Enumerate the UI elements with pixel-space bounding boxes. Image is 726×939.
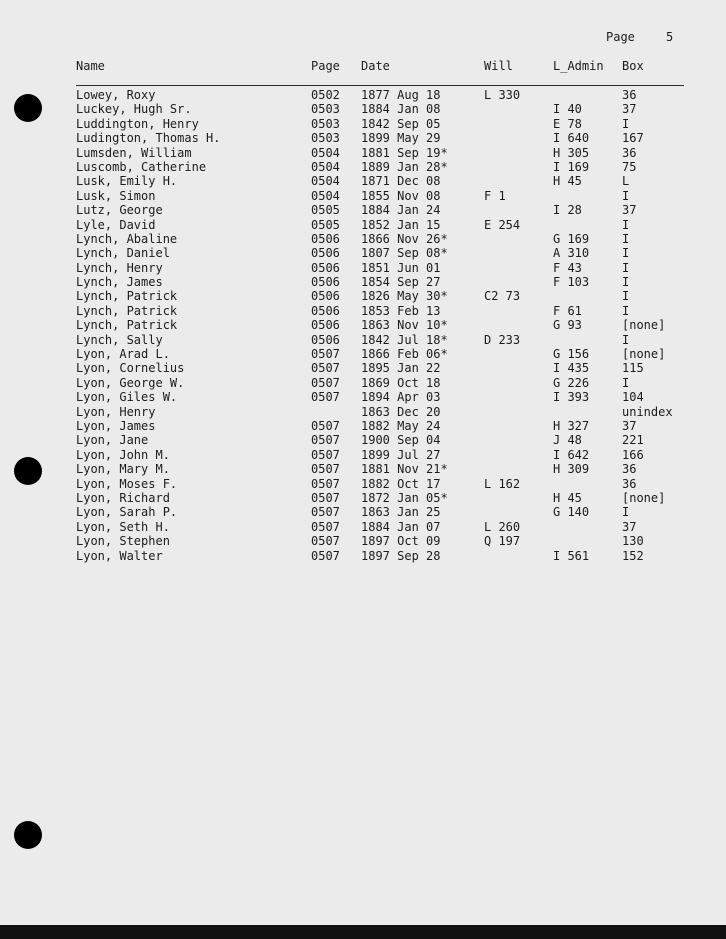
cell-name: Lyon, George W. [76,375,185,390]
table-row [0,160,726,174]
cell-page: 0506 [311,231,340,246]
cell-date: 1884 Jan 08 [361,102,441,117]
table-body [0,88,726,563]
table-row [0,174,726,188]
cell-date: 1863 Nov 10* [361,318,448,333]
cell-box: 75 [622,159,637,174]
cell-page: 0507 [311,433,340,448]
cell-admin: I 28 [553,203,582,218]
header-will: Will [484,59,513,73]
cell-date: 1855 Nov 08 [361,188,441,203]
cell-admin: I 393 [553,390,590,405]
table-row [0,146,726,160]
cell-name: Luddington, Henry [76,116,199,131]
cell-page: 0507 [311,505,340,520]
cell-box: [none] [622,490,666,505]
cell-name: Lyon, John M. [76,447,170,462]
cell-admin: G 156 [553,347,590,362]
cell-page: 0503 [311,116,340,131]
cell-date: 1877 Aug 18 [361,88,441,102]
table-row [0,246,726,260]
header-divider [76,85,684,86]
cell-name: Lynch, Patrick [76,303,178,318]
cell-date: 1881 Sep 19* [361,145,448,160]
table-row [0,232,726,246]
cell-box: 221 [622,433,644,448]
cell-date: 1863 Jan 25 [361,505,441,520]
cell-admin: F 103 [553,275,590,290]
cell-date: 1872 Jan 05* [361,490,448,505]
table-row [0,131,726,145]
cell-date: 1842 Jul 18* [361,332,448,347]
cell-will: Q 197 [484,534,521,549]
cell-name: Lynch, Henry [76,260,163,275]
cell-date: 1881 Nov 21* [361,462,448,477]
cell-name: Lyon, Arad L. [76,347,170,362]
header-date: Date [361,59,390,73]
cell-admin: H 45 [553,490,582,505]
cell-page: 0505 [311,217,340,232]
cell-date: 1869 Oct 18 [361,375,441,390]
cell-box: I [622,375,630,390]
cell-box: I [622,116,630,131]
table-row [0,448,726,462]
cell-will: L 162 [484,476,521,491]
cell-name: Luckey, Hugh Sr. [76,102,192,117]
cell-admin: E 78 [553,116,582,131]
cell-box: 36 [622,462,637,477]
cell-box: unindex [622,404,673,419]
cell-box: 36 [622,476,637,491]
table-row [0,304,726,318]
cell-page: 0503 [311,102,340,117]
cell-date: 1854 Sep 27 [361,275,441,290]
cell-box: I [622,260,630,275]
cell-box: 166 [622,447,644,462]
cell-box: 167 [622,131,644,146]
cell-box: 37 [622,102,637,117]
cell-admin: F 61 [553,303,582,318]
cell-page: 0507 [311,361,340,376]
cell-name: Lynch, Patrick [76,318,178,333]
cell-admin: H 305 [553,145,590,160]
cell-box: 37 [622,519,637,534]
cell-page: 0507 [311,462,340,477]
cell-page: 0507 [311,347,340,362]
cell-date: 1899 May 29 [361,131,441,146]
cell-name: Lynch, Patrick [76,289,178,304]
cell-name: Lyon, Seth H. [76,519,170,534]
cell-box: 37 [622,418,637,433]
cell-name: Lusk, Emily H. [76,174,178,189]
cell-date: 1871 Dec 08 [361,174,441,189]
cell-page: 0504 [311,159,340,174]
cell-name: Luscomb, Catherine [76,159,207,174]
cell-date: 1866 Feb 06* [361,347,448,362]
cell-admin: I 169 [553,159,590,174]
cell-name: Ludington, Thomas H. [76,131,221,146]
cell-box: [none] [622,318,666,333]
cell-box: 152 [622,548,644,563]
page-label: Page [606,30,635,44]
cell-box: I [622,303,630,318]
cell-name: Lyon, Henry [76,404,156,419]
cell-name: Lumsden, William [76,145,192,160]
cell-page: 0503 [311,131,340,146]
cell-box: I [622,246,630,261]
table-row [0,347,726,361]
cell-name: Lyon, Cornelius [76,361,185,376]
table-row [0,376,726,390]
cell-page: 0506 [311,318,340,333]
cell-name: Lyon, Jane [76,433,149,448]
cell-page: 0507 [311,390,340,405]
cell-admin: H 327 [553,418,590,433]
cell-name: Lynch, James [76,275,163,290]
punch-hole-bottom [14,821,42,849]
table-row [0,462,726,476]
cell-box: 37 [622,203,637,218]
table-row [0,261,726,275]
table-row [0,218,726,232]
cell-date: 1866 Nov 26* [361,231,448,246]
table-row [0,102,726,116]
cell-box: I [622,289,630,304]
cell-box: 36 [622,88,637,102]
table-row [0,275,726,289]
cell-name: Lynch, Abaline [76,231,178,246]
cell-admin: H 309 [553,462,590,477]
table-row [0,433,726,447]
table-row [0,477,726,491]
cell-date: 1807 Sep 08* [361,246,448,261]
cell-date: 1826 May 30* [361,289,448,304]
cell-date: 1882 Oct 17 [361,476,441,491]
cell-box: I [622,505,630,520]
cell-page: 0507 [311,418,340,433]
cell-name: Lyon, Sarah P. [76,505,178,520]
cell-box: I [622,217,630,232]
cell-date: 1882 May 24 [361,418,441,433]
cell-admin: I 640 [553,131,590,146]
cell-name: Lyon, Richard [76,490,170,505]
page-number: 5 [666,30,674,44]
cell-will: F 1 [484,188,506,203]
cell-will: D 233 [484,332,521,347]
header-name: Name [76,59,105,73]
cell-box: I [622,275,630,290]
cell-date: 1897 Sep 28 [361,548,441,563]
cell-admin: G 93 [553,318,582,333]
cell-name: Lyon, Mary M. [76,462,170,477]
cell-name: Lyon, Stephen [76,534,170,549]
header-page: Page [311,59,340,73]
cell-admin: G 226 [553,375,590,390]
cell-page: 0507 [311,548,340,563]
cell-date: 1894 Apr 03 [361,390,441,405]
cell-admin: I 561 [553,548,590,563]
cell-page: 0504 [311,188,340,203]
table-row [0,505,726,519]
cell-page: 0506 [311,260,340,275]
table-row [0,289,726,303]
cell-will: L 260 [484,519,521,534]
cell-page: 0506 [311,246,340,261]
cell-page: 0507 [311,375,340,390]
cell-date: 1899 Jul 27 [361,447,441,462]
cell-name: Lyon, Walter [76,548,163,563]
cell-page: 0502 [311,88,340,102]
cell-date: 1852 Jan 15 [361,217,441,232]
cell-name: Lowey, Roxy [76,88,156,102]
table-header [0,59,726,75]
cell-page: 0507 [311,447,340,462]
cell-box: 104 [622,390,644,405]
cell-page: 0505 [311,203,340,218]
cell-box: 36 [622,145,637,160]
cell-page: 0507 [311,519,340,534]
table-row [0,361,726,375]
cell-admin: H 45 [553,174,582,189]
table-row [0,333,726,347]
cell-admin: J 48 [553,433,582,448]
cell-box: 130 [622,534,644,549]
table-row [0,534,726,548]
cell-page: 0507 [311,490,340,505]
cell-box: 115 [622,361,644,376]
table-row [0,390,726,404]
cell-date: 1884 Jan 24 [361,203,441,218]
cell-admin: G 140 [553,505,590,520]
scan-edge [0,925,726,939]
table-row [0,520,726,534]
cell-date: 1884 Jan 07 [361,519,441,534]
table-row [0,117,726,131]
cell-page: 0506 [311,275,340,290]
cell-name: Lutz, George [76,203,163,218]
cell-will: L 330 [484,88,521,102]
cell-box: [none] [622,347,666,362]
table-row [0,88,726,102]
cell-page: 0506 [311,289,340,304]
table-row [0,419,726,433]
cell-box: I [622,332,630,347]
table-row [0,203,726,217]
table-row [0,491,726,505]
cell-box: I [622,188,630,203]
cell-page: 0504 [311,174,340,189]
cell-date: 1853 Feb 13 [361,303,441,318]
cell-will: E 254 [484,217,521,232]
cell-box: I [622,231,630,246]
cell-name: Lyon, Giles W. [76,390,178,405]
cell-box: L [622,174,630,189]
cell-name: Lyon, Moses F. [76,476,178,491]
table-row [0,549,726,563]
cell-name: Lyle, David [76,217,156,232]
cell-admin: G 169 [553,231,590,246]
cell-page: 0507 [311,476,340,491]
table-row [0,405,726,419]
table-row [0,189,726,203]
cell-page: 0506 [311,303,340,318]
cell-name: Lynch, Daniel [76,246,170,261]
cell-admin: I 642 [553,447,590,462]
cell-will: C2 73 [484,289,521,304]
cell-date: 1889 Jan 28* [361,159,448,174]
cell-admin: I 40 [553,102,582,117]
cell-page: 0507 [311,534,340,549]
cell-date: 1895 Jan 22 [361,361,441,376]
cell-admin: I 435 [553,361,590,376]
cell-date: 1842 Sep 05 [361,116,441,131]
header-admin: L_Admin [553,59,604,73]
cell-page: 0504 [311,145,340,160]
cell-name: Lynch, Sally [76,332,163,347]
cell-date: 1897 Oct 09 [361,534,441,549]
cell-date: 1863 Dec 20 [361,404,441,419]
cell-name: Lyon, James [76,418,156,433]
cell-page: 0506 [311,332,340,347]
cell-admin: F 43 [553,260,582,275]
cell-date: 1900 Sep 04 [361,433,441,448]
header-box: Box [622,59,644,73]
table-row [0,318,726,332]
cell-admin: A 310 [553,246,590,261]
cell-name: Lusk, Simon [76,188,156,203]
cell-date: 1851 Jun 01 [361,260,441,275]
